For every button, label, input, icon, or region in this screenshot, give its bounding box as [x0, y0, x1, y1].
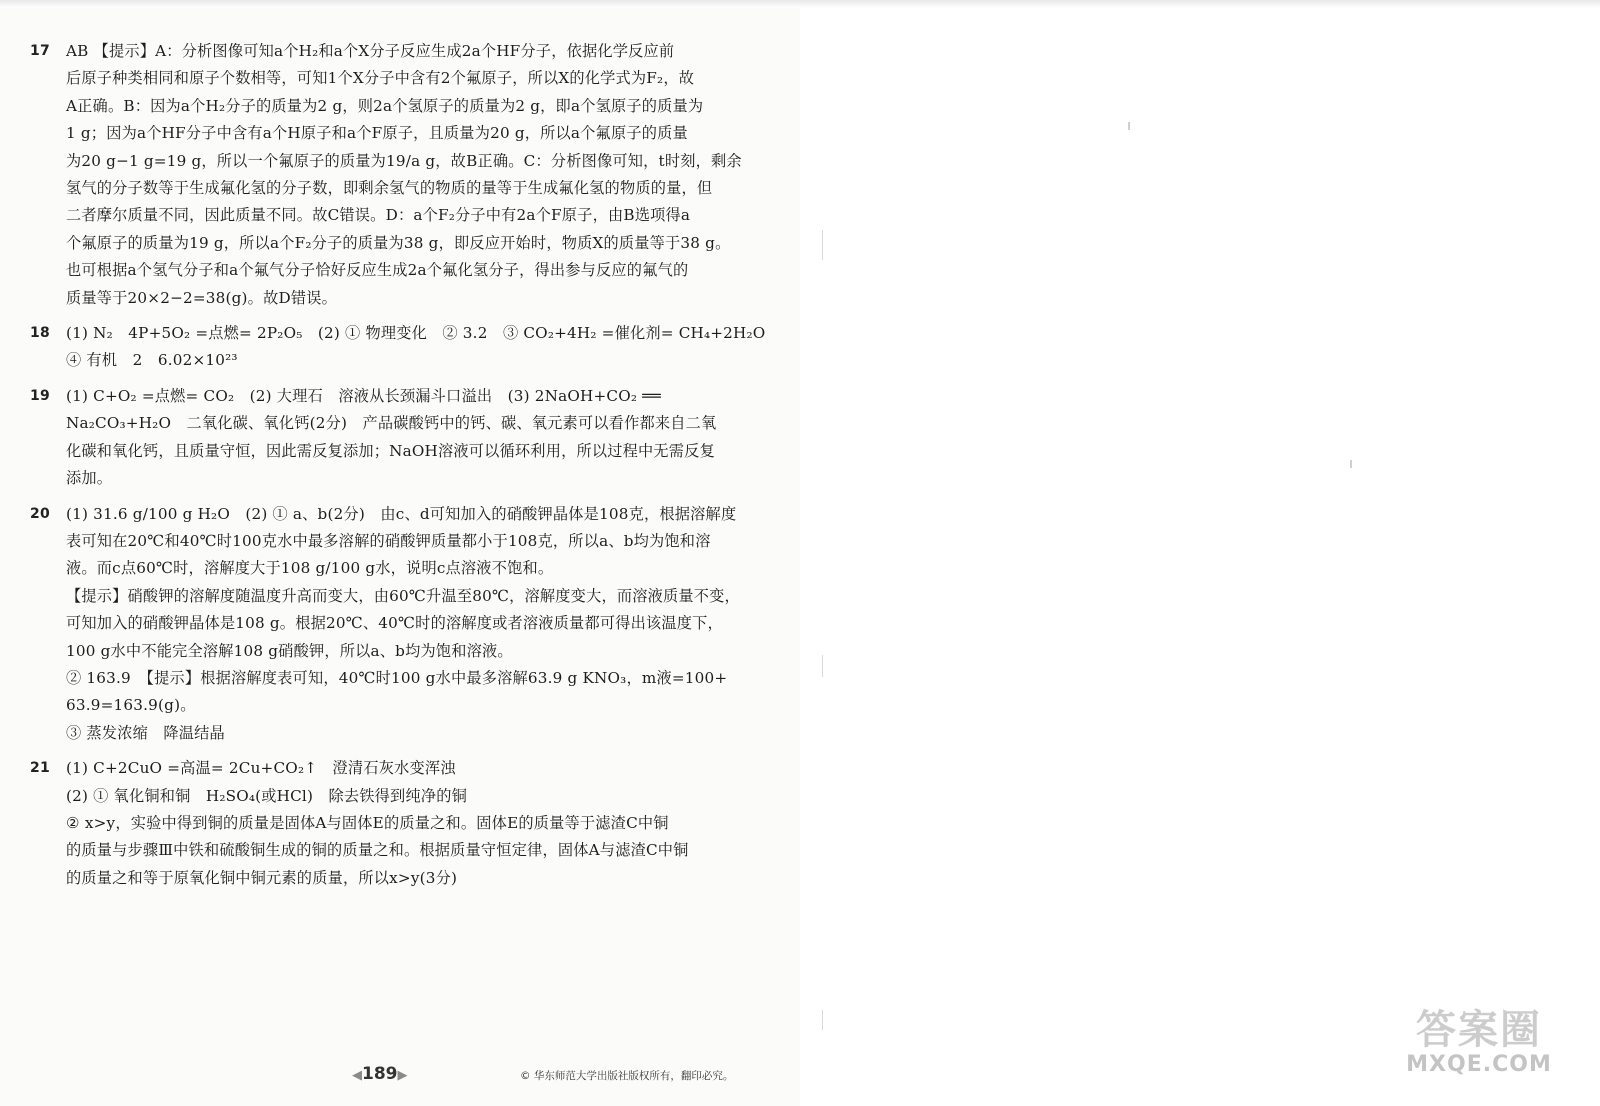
- scan-fold-mark: [822, 655, 823, 677]
- answer-line: Na₂CO₃+H₂O 二氧化碳、氧化钙(2分) 产品碳酸钙中的钙、碳、氧元素可以看作都来自二氧: [66, 414, 717, 433]
- answer-line: 可知加入的硝酸钾晶体是108 g。根据20℃、40℃时的溶解度或者溶液质量都可得出该温度下，: [66, 614, 723, 633]
- answer-line: 质量等于20×2−2=38(g)。故D错误。: [66, 288, 337, 307]
- left-triangle-icon: ◀: [352, 1068, 362, 1083]
- right-triangle-icon: ▶: [397, 1068, 408, 1083]
- answer-line: 二者摩尔质量不同，因此质量不同。故C错误。D：a个F₂分子中有2a个F原子，由B选项得a: [66, 206, 691, 225]
- answer-line: (2) ① 氧化铜和铜 H₂SO₄(或HCl) 除去铁得到纯净的铜: [66, 786, 467, 805]
- answer-item: [30, 383, 750, 493]
- watermark-url: MXQE.COM: [1406, 1052, 1552, 1077]
- answer-line: ④ 有机 2 6.02×10²³: [66, 351, 238, 370]
- scan-fold-mark: [822, 1010, 823, 1030]
- answer-line: 1 g；因为a个HF分子中含有a个H原子和a个F原子，且质量为20 g，所以a个氟原子的质量: [66, 124, 688, 143]
- question-number: 18: [30, 325, 50, 342]
- site-watermark: [1394, 1008, 1564, 1088]
- scan-fold-mark: [822, 230, 823, 260]
- answer-line: ③ 蒸发浓缩 降温结晶: [66, 723, 225, 742]
- question-number: 21: [30, 760, 50, 777]
- question-number: 17: [30, 43, 50, 59]
- answer-item: [30, 320, 766, 375]
- answer-line: 液。而c点60℃时，溶解度大于108 g/100 g水，说明c点溶液不饱和。: [66, 559, 554, 578]
- scan-speck: [1128, 122, 1130, 130]
- answer-line: (1) C+O₂ =点燃= CO₂ (2) 大理石 溶液从长颈漏斗口溢出 (3) 2NaOH+CO₂ ══: [66, 386, 661, 405]
- answer-line: 氢气的分子数等于生成氟化氢的分子数，即剩余氢气的物质的量等于生成氟化氢的物质的量，但: [66, 179, 713, 198]
- answer-lines: [66, 38, 750, 312]
- page-number: [352, 1064, 408, 1084]
- answer-line: 化碳和氧化钙，且质量守恒，因此需反复添加；NaOH溶液可以循环利用，所以过程中无需反复: [66, 441, 715, 460]
- answer-lines: [66, 501, 750, 748]
- watermark-logo-text: 答案圈: [1416, 1007, 1542, 1053]
- scan-speck: [1350, 460, 1352, 468]
- answer-line: 的质量之和等于原氧化铜中铜元素的质量，所以x>y(3分): [66, 868, 458, 887]
- question-number: 19: [30, 387, 50, 404]
- question-number: 20: [30, 505, 50, 522]
- page-number-text: 189: [362, 1064, 398, 1084]
- right-page: [800, 0, 1600, 1106]
- answer-lines: [66, 755, 750, 892]
- answer-item: [30, 501, 750, 748]
- answer-line: ② 163.9 【提示】根据溶解度表可知，40℃时100 g水中最多溶解63.9 g KNO₃，m液=100+: [66, 668, 728, 687]
- answer-line: 也可根据a个氢气分子和a个氟气分子恰好反应生成2a个氟化氢分子，得出参与反应的氟气的: [66, 261, 689, 280]
- answer-line: 63.9=163.9(g)。: [66, 696, 196, 715]
- answer-line: (1) N₂ 4P+5O₂ =点燃= 2P₂O₅ (2) ① 物理变化 ② 3.2 ③ CO₂+4H₂ =催化剂= CH₄+2H₂O: [66, 324, 766, 343]
- answer-line: A正确。B：因为a个H₂分子的质量为2 g，则2a个氢原子的质量为2 g，即a个氢原子的质量为: [66, 96, 704, 115]
- copyright-notice: © 华东师范大学出版社版权所有，翻印必究。: [520, 1070, 734, 1082]
- answer-line: 表可知在20℃和40℃时100克水中最多溶解的硝酸钾质量都小于108克，所以a、b均为饱和溶: [66, 531, 711, 550]
- answer-line: 为20 g−1 g=19 g，所以一个氟原子的质量为19/a g，故B正确。C：分析图像可知，t时刻，剩余: [66, 151, 742, 170]
- answer-line: 添加。: [66, 469, 113, 488]
- answer-item: [30, 755, 750, 892]
- answer-line: AB 【提示】A：分析图像可知a个H₂和a个X分子反应生成2a个HF分子，依据化学反应前: [66, 42, 675, 60]
- answer-line: 个氟原子的质量为19 g，所以a个F₂分子的质量为38 g，即反应开始时，物质X的质量等于38 g。: [66, 233, 731, 252]
- answer-line: 100 g水中不能完全溶解108 g硝酸钾，所以a、b均为饱和溶液。: [66, 641, 513, 660]
- answer-line: 后原子种类相同和原子个数相等，可知1个X分子中含有2个氟原子，所以X的化学式为F₂，故: [66, 69, 695, 88]
- page-footer: [0, 1064, 800, 1094]
- answer-line: (1) 31.6 g/100 g H₂O (2) ① a、b(2分) 由c、d可知加入的硝酸钾晶体是108克，根据溶解度: [66, 504, 737, 523]
- answer-line: (1) C+2CuO =高温= 2Cu+CO₂↑ 澄清石灰水变浑浊: [66, 759, 456, 778]
- answer-line: 【提示】硝酸钾的溶解度随温度升高而变大，由60℃升温至80℃，溶解度变大，而溶液质量不变，: [66, 586, 740, 605]
- answer-content: [30, 38, 766, 900]
- answer-lines: [66, 320, 766, 375]
- answer-line: ② x>y，实验中得到铜的质量是固体A与固体E的质量之和。固体E的质量等于滤渣C中铜: [66, 813, 669, 832]
- answer-line: 的质量与步骤Ⅲ中铁和硫酸铜生成的铜的质量之和。根据质量守恒定律，固体A与滤渣C中铜: [66, 841, 689, 860]
- answer-item: [30, 38, 750, 312]
- scan-top-edge: [0, 0, 1600, 8]
- answer-lines: [66, 383, 750, 493]
